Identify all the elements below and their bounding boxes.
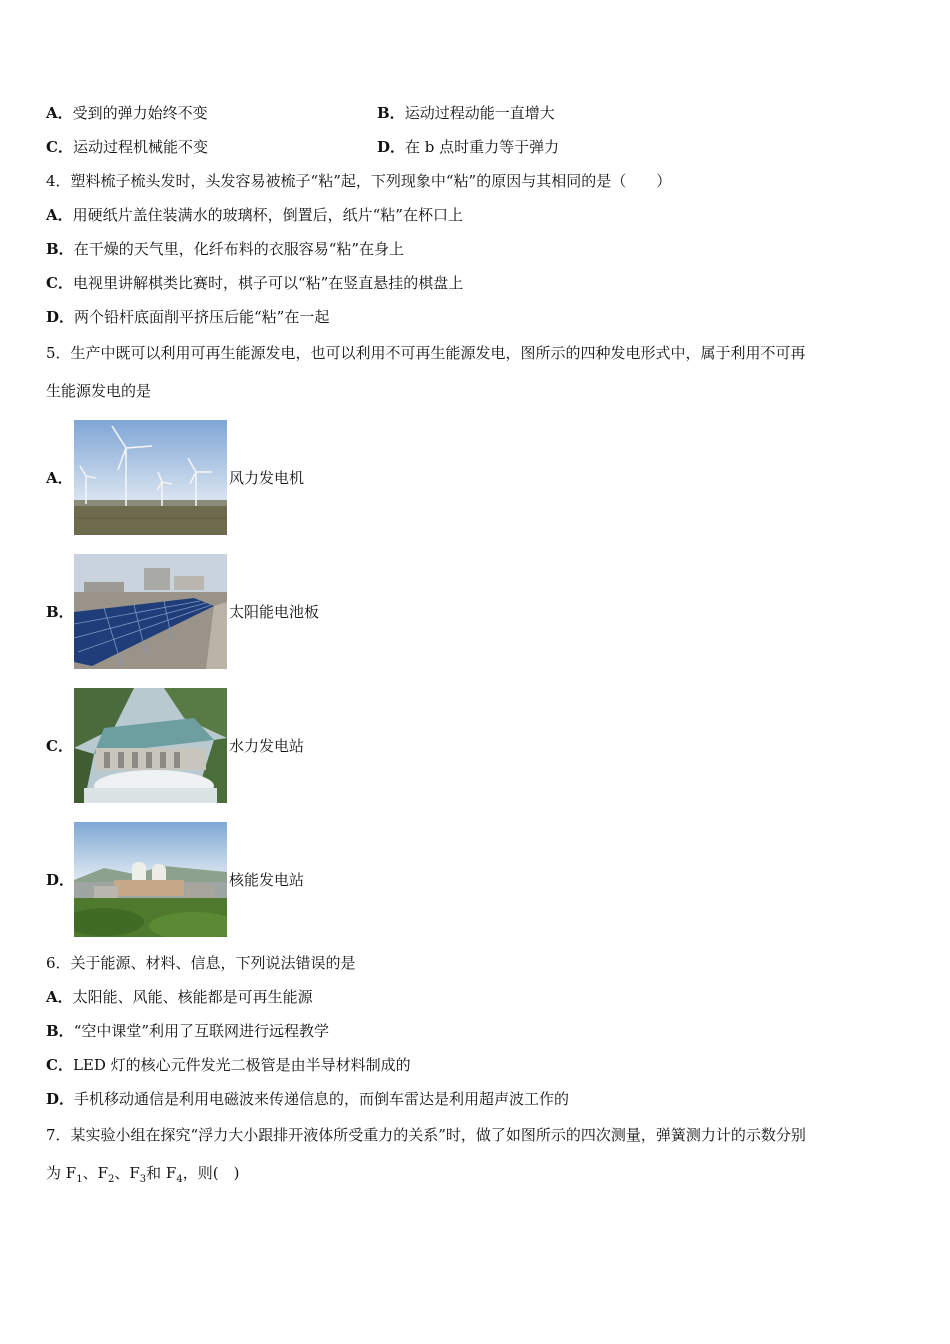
q3-option-b: B．运动过程动能一直增大 — [377, 104, 555, 122]
q5-option-d: D． 核能发电站 — [46, 812, 906, 946]
q6-option-c: C．LED 灯的核心元件发光二极管是由半导材料制成的 — [46, 1056, 411, 1074]
q6-stem: 6．关于能源、材料、信息，下列说法错误的是 — [46, 954, 356, 972]
q5-option-b: B． 太阳能电池板 — [46, 544, 906, 678]
q5-stem-line-2: 生能源发电的是 — [46, 382, 152, 400]
exam-page — [46, 96, 906, 1192]
q4-option-b: B．在干燥的天气里，化纤布料的衣服容易“粘”在身上 — [46, 240, 405, 258]
q4-option-d: D．两个铅杆底面削平挤压后能“粘”在一起 — [46, 308, 330, 326]
q5-option-c: C． 水力发电站 — [46, 678, 906, 812]
q3-option-c: C．运动过程机械能不变 — [46, 138, 208, 156]
q7-stem-line-1: 7．某实验小组在探究“浮力大小跟排开液体所受重力的关系”时，做了如图所示的四次测量，弹簧测力计的示数分别 — [46, 1126, 806, 1144]
q4-option-a: A．用硬纸片盖住装满水的玻璃杯，倒置后，纸片“粘”在杯口上 — [46, 206, 463, 224]
nuclear-plant-photo — [74, 822, 227, 937]
q6-option-a: A．太阳能、风能、核能都是可再生能源 — [46, 988, 313, 1006]
q4-option-c: C．电视里讲解棋类比赛时，棋子可以“粘”在竖直悬挂的棋盘上 — [46, 274, 464, 292]
q6-option-b: B．“空中课堂”利用了互联网进行远程教学 — [46, 1022, 330, 1040]
q5-stem-line-1: 5．生产中既可以利用可再生能源发电，也可以利用不可再生能源发电，图所示的四种发电形式中，属于利用不可再 — [46, 344, 806, 362]
solar-panels-photo — [74, 554, 227, 669]
q3-option-d: D．在 b 点时重力等于弹力 — [377, 138, 560, 156]
q7-stem-line-2: 为 $F_1$、$F_2$、$F_3$和 $F_4$，则( ) — [46, 1164, 240, 1185]
q3-options-row-1 — [46, 96, 906, 130]
wind-turbines-photo — [74, 420, 227, 535]
hydro-dam-photo — [74, 688, 227, 803]
q6-option-d: D．手机移动通信是利用电磁波来传递信息的，而倒车雷达是利用超声波工作的 — [46, 1090, 570, 1108]
q4-stem: 4．塑料梳子梳头发时，头发容易被梳子“粘”起，下列现象中“粘”的原因与其相同的是（ ） — [46, 172, 672, 190]
q5-option-a: A． 风力发电机 — [46, 410, 906, 544]
q3-options-row-2 — [46, 130, 906, 164]
q3-option-a: A．受到的弹力始终不变 — [46, 104, 208, 122]
